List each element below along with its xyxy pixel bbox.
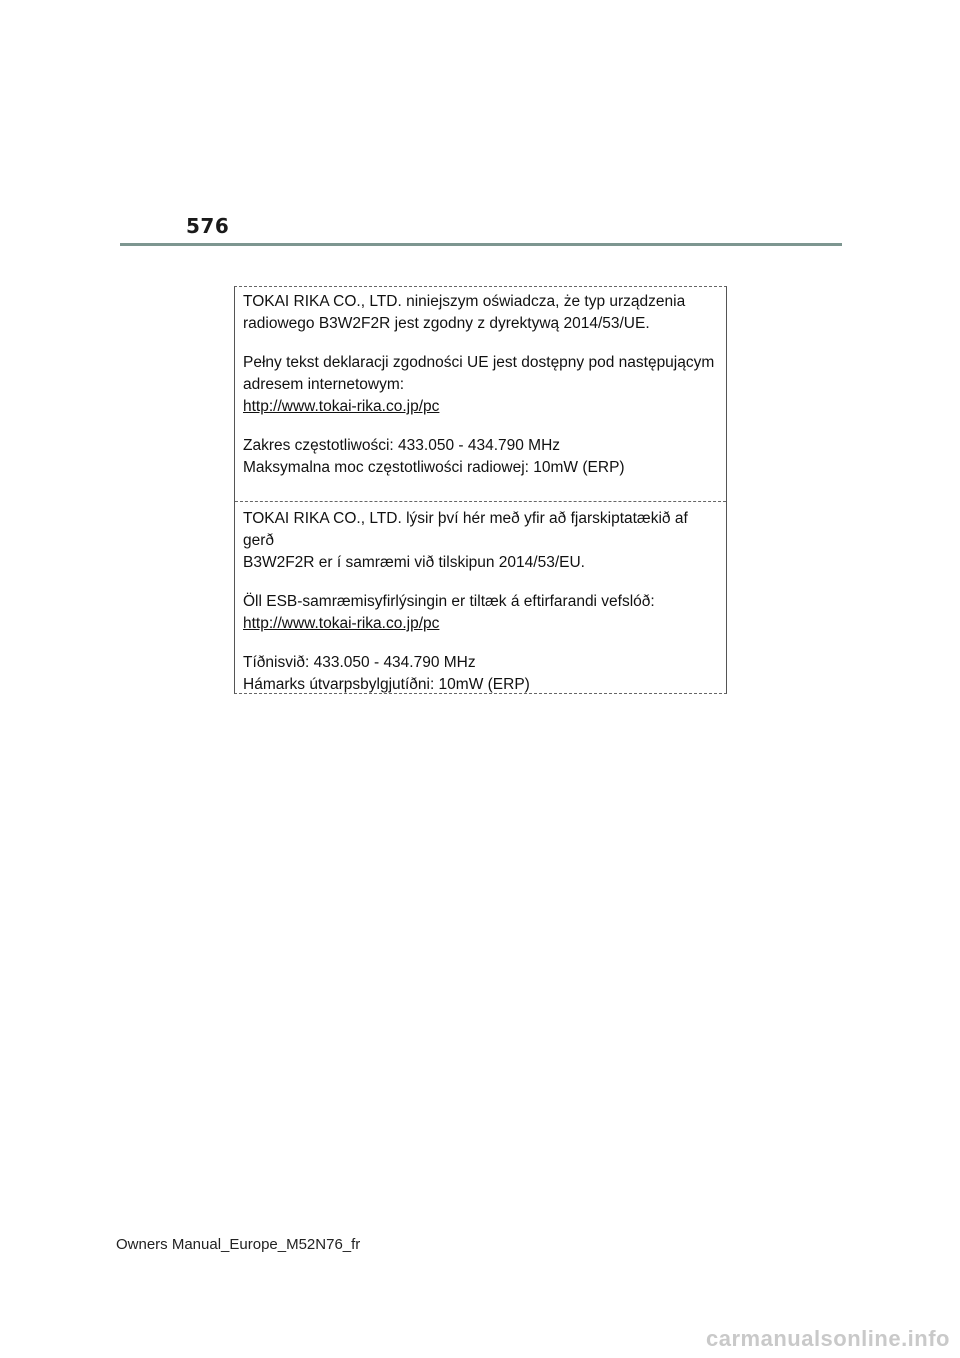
is-declaration-link[interactable]: http://www.tokai-rika.co.jp/pc — [243, 615, 440, 632]
is-max-power: Hámarks útvarpsbylgjutíðni: 10mW (ERP) — [243, 676, 530, 693]
watermark: carmanualsonline.info — [706, 1326, 950, 1351]
header-rule — [120, 243, 842, 246]
pl-frequency-range: Zakres częstotliwości: 433.050 - 434.790 MHz — [243, 437, 561, 454]
declaration-icelandic — [243, 508, 720, 696]
footer-manual-id: Owners Manual_Europe_M52N76_fr — [116, 1236, 361, 1253]
pl-statement-line1: TOKAI RIKA CO., LTD. niniejszym oświadcza, że typ urządzenia — [243, 293, 686, 310]
pl-fulltext-line2: adresem internetowym: — [243, 376, 405, 393]
pl-declaration-link[interactable]: http://www.tokai-rika.co.jp/pc — [243, 398, 440, 415]
declaration-box — [234, 286, 727, 694]
is-frequency-range: Tíðnisvið: 433.050 - 434.790 MHz — [243, 654, 476, 671]
declaration-polish — [243, 291, 720, 479]
is-statement-line1: TOKAI RIKA CO., LTD. lýsir því hér með yfir að fjarskiptatækið af gerð — [243, 510, 688, 549]
pl-statement-line2: radiowego B3W2F2R jest zgodny z dyrektywą 2014/53/UE. — [243, 315, 650, 332]
page-number: 576 — [186, 214, 230, 238]
is-statement-line2: B3W2F2R er í samræmi við tilskipun 2014/53/EU. — [243, 554, 585, 571]
pl-fulltext-line1: Pełny tekst deklaracji zgodności UE jest dostępny pod następującym — [243, 354, 715, 371]
is-fulltext-line: Öll ESB-samræmisyfirlýsingin er tiltæk á eftirfarandi vefslóð: — [243, 593, 655, 610]
section-divider — [235, 501, 726, 502]
pl-max-power: Maksymalna moc częstotliwości radiowej: 10mW (ERP) — [243, 459, 625, 476]
